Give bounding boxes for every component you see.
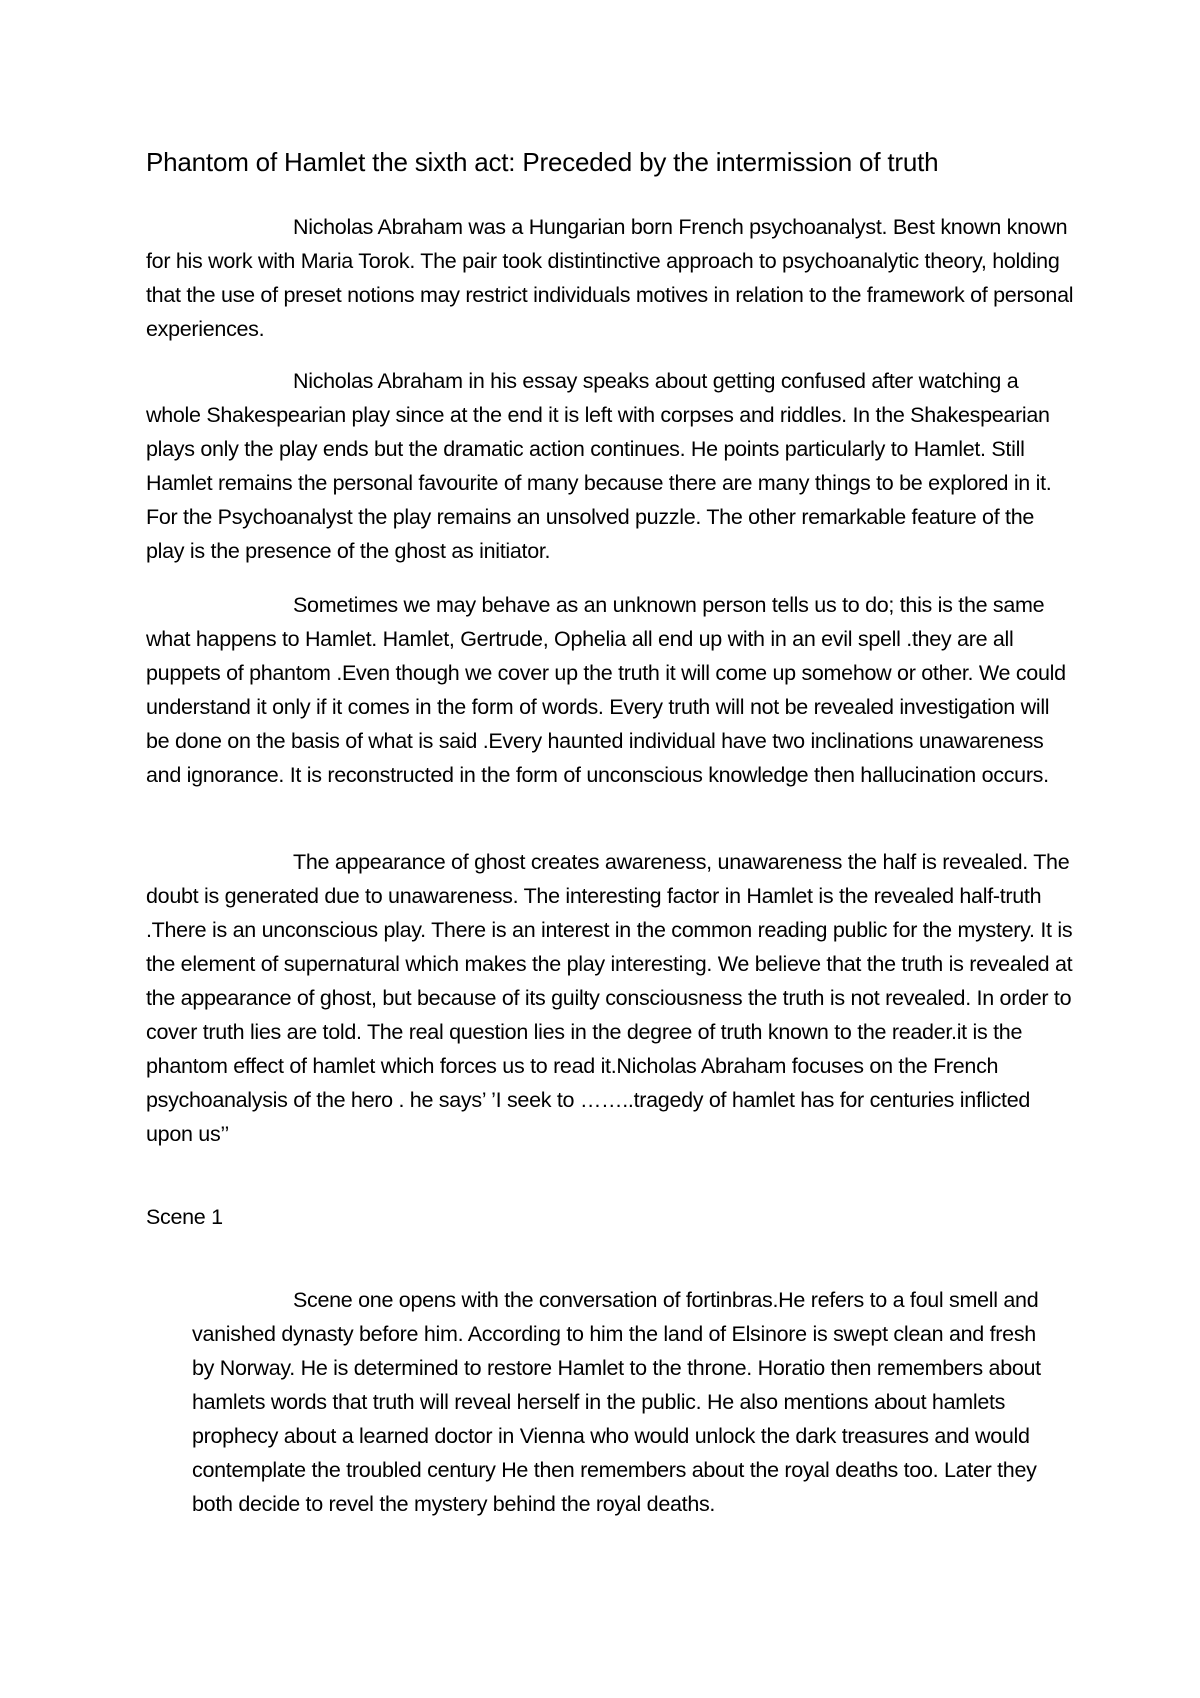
paragraph-1: Nicholas Abraham was a Hungarian born French psychoanalyst. Best known known for his work with Maria Torok. The pair took distintinctive approach to psychoanalytic theory, holding that the use of preset notions may restrict individuals motives in relation to the framework of personal experiences. [146, 215, 1074, 341]
paragraph-2: Nicholas Abraham in his essay speaks about getting confused after watching a whole Shakespearian play since at the end it is left with corpses and riddles. In the Shakespearian plays only the play ends but the dramatic action continues. He points particularly to Hamlet. Still Hamlet remains the personal favourite of many because there are many things to be explored in it. For the Psychoanalyst the play remains an unsolved puzzle. The other remarkable feature of the play is the presence of the ghost as initiator. [146, 369, 1052, 563]
paragraph-4: The appearance of ghost creates awareness, unawareness the half is revealed. The doubt is generated due to unawareness. The interesting factor in Hamlet is the revealed half-truth .There is an unconscious play. There is an interest in the common reading public for the mystery. It is the element of supernatural which makes the play interesting. We believe that the truth is revealed at the appearance of ghost, but because of its guilty consciousness the truth is not revealed. In order to cover truth lies are told. The real question lies in the degree of truth known to the reader.it is the phantom effect of hamlet which forces us to read it.Nicholas Abraham focuses on the French psychoanalysis of the hero . he says’ ’I seek to ……..tragedy of hamlet has for centuries inflicted upon us’’ [146, 850, 1073, 1146]
document-title: Phantom of Hamlet the sixth act: Preceded by the intermission of truth [146, 147, 939, 177]
scene-paragraph: Scene one opens with the conversation of fortinbras.He refers to a foul smell and vanished dynasty before him. According to him the land of Elsinore is swept clean and fresh by Norway. He is determined to restore Hamlet to the throne. Horatio then remembers about hamlets words that truth will reveal herself in the public. He also mentions about hamlets prophecy about a learned doctor in Vienna who would unlock the dark treasures and would contemplate the troubled century He then remembers about the royal deaths too. Later they both decide to revel the mystery behind the royal deaths. [192, 1288, 1041, 1516]
paragraph-3: Sometimes we may behave as an unknown person tells us to do; this is the same what happens to Hamlet. Hamlet, Gertrude, Ophelia all end up with in an evil spell .they are all puppets of phantom .Even though we cover up the truth it will come up somehow or other. We could understand it only if it comes in the form of words. Every truth will not be revealed investigation will be done on the basis of what is said .Every haunted individual have two inclinations unawareness and ignorance. It is reconstructed in the form of unconscious knowledge then hallucination occurs. [146, 593, 1066, 787]
scene-heading: Scene 1 [146, 1205, 223, 1229]
